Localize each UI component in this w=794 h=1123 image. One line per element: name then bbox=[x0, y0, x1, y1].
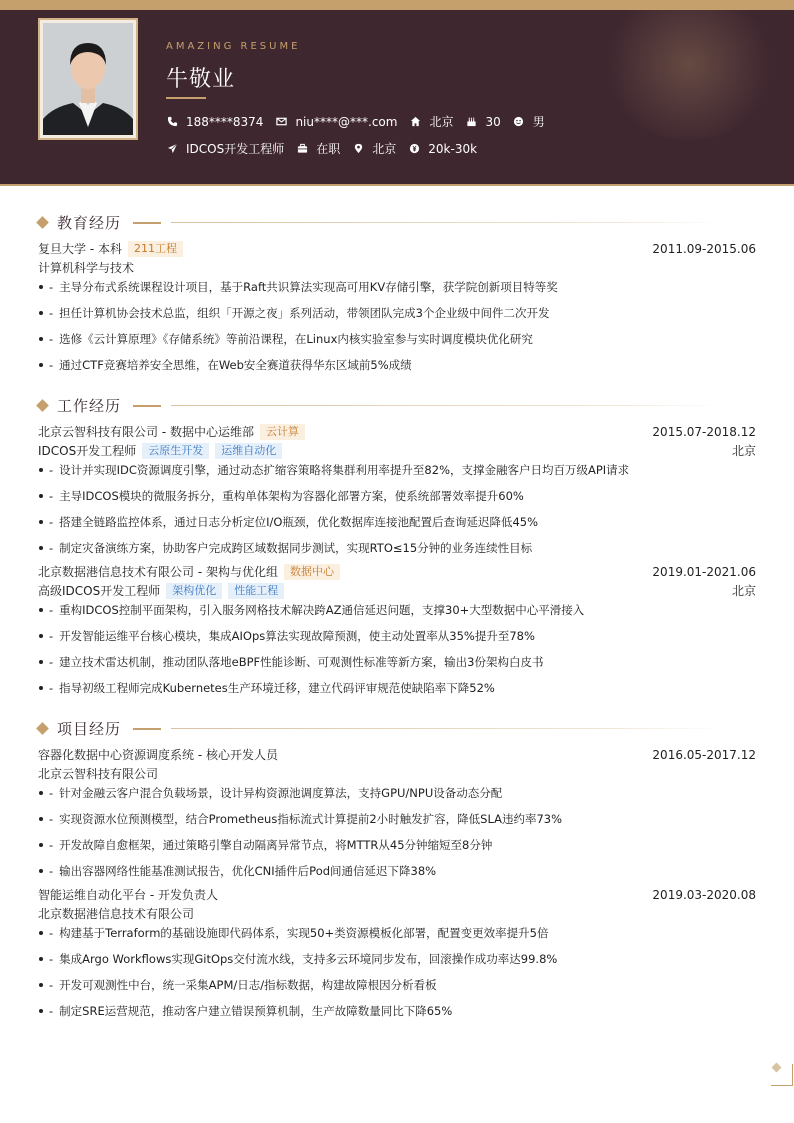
education-school: 复旦大学 - 本科 bbox=[38, 242, 122, 256]
gender-text: 男 bbox=[532, 115, 545, 129]
mail-icon bbox=[275, 116, 287, 128]
bullet-dot-icon bbox=[39, 546, 43, 550]
brand-tagline: AMAZING RESUME bbox=[166, 41, 301, 52]
work-section-title bbox=[36, 395, 756, 416]
phone-icon bbox=[166, 116, 178, 128]
work-role-row bbox=[38, 582, 756, 599]
salary-icon bbox=[408, 143, 420, 155]
project-entry-header bbox=[38, 886, 756, 903]
section-diamond-icon bbox=[36, 216, 49, 229]
list-item: - 开发故障自愈框架，通过策略引擎自动隔离异常节点，将MTTR从45分钟缩短至8分钟 bbox=[38, 837, 756, 853]
list-item: - 集成Argo Workflows实现GitOps交付流水线，支持多云环境同步发布，回滚操作成功率达99.8% bbox=[38, 951, 756, 967]
project-company: 北京云智科技有限公司 bbox=[38, 767, 159, 781]
gender-info bbox=[513, 113, 545, 130]
work-company: 北京云智科技有限公司 - 数据中心运维部 bbox=[38, 425, 254, 439]
list-item: - 建立技术雷达机制，推动团队落地eBPF性能诊断、可观测性标准等新方案，输出3份架构白皮书 bbox=[38, 654, 756, 670]
header-glow bbox=[604, 10, 774, 140]
bullet-dot-icon bbox=[39, 843, 43, 847]
education-tag: 211工程 bbox=[128, 241, 183, 257]
education-section-title bbox=[36, 212, 756, 233]
project-section-title bbox=[36, 718, 756, 739]
work-date: 2015.07-2018.12 bbox=[652, 424, 756, 439]
list-item: - 指导初级工程师完成Kubernetes生产环境迁移，建立代码评审规范使缺陷率下降52% bbox=[38, 680, 756, 696]
status-text: 在职 bbox=[316, 142, 341, 156]
hometown-text: 北京 bbox=[429, 115, 454, 129]
project-company: 北京数据港信息技术有限公司 bbox=[38, 907, 195, 921]
phone-text: 188****8374 bbox=[186, 114, 264, 129]
heading-rule bbox=[171, 728, 720, 729]
work-city: 北京 bbox=[731, 584, 756, 598]
list-item: - 开发智能运维平台核心模块，集成AIOps算法实现故障预测，使主动处置率从35%提升至78% bbox=[38, 628, 756, 644]
list-item: - 担任计算机协会技术总监，组织「开源之夜」系列活动，带领团队完成3个企业级中间件二次开发 bbox=[38, 305, 756, 321]
skill-tag: 性能工程 bbox=[228, 583, 284, 599]
work-date: 2019.01-2021.06 bbox=[652, 564, 756, 579]
work-heading: 工作经历 bbox=[57, 397, 122, 415]
email-info bbox=[275, 115, 397, 129]
work-role: IDCOS开发工程师 bbox=[38, 444, 137, 458]
skill-tag: 运维自动化 bbox=[215, 443, 282, 459]
section-diamond-icon bbox=[36, 722, 49, 735]
work-role-row bbox=[38, 442, 756, 459]
list-item: - 主导IDCOS模块的微服务拆分，重构单体架构为容器化部署方案，使系统部署效率提升60% bbox=[38, 488, 756, 504]
bullet-dot-icon bbox=[39, 634, 43, 638]
heading-accent-line bbox=[133, 222, 161, 224]
bullet-dot-icon bbox=[39, 791, 43, 795]
bullet-dot-icon bbox=[39, 983, 43, 987]
work-city: 北京 bbox=[731, 444, 756, 458]
skill-tag: 云原生开发 bbox=[142, 443, 209, 459]
bullet-dot-icon bbox=[39, 817, 43, 821]
list-item: - 输出容器网络性能基准测试报告，优化CNI插件后Pod间通信延迟下降38% bbox=[38, 863, 756, 879]
gender-icon bbox=[513, 116, 525, 128]
avatar-portrait bbox=[43, 23, 133, 135]
bullet-dot-icon bbox=[39, 468, 43, 472]
work-entry-header bbox=[38, 563, 756, 580]
job-target-text: IDCOS开发工程师 bbox=[186, 142, 285, 156]
age-info bbox=[465, 115, 500, 129]
bullet-dot-icon bbox=[39, 311, 43, 315]
project-title: 容器化数据中心资源调度系统 - 核心开发人员 bbox=[38, 748, 278, 762]
bullet-dot-icon bbox=[39, 494, 43, 498]
list-item: - 制定SRE运营规范，推动客户建立错误预算机制，生产故障数量同比下降65% bbox=[38, 1003, 756, 1019]
list-item: - 搭建全链路监控体系，通过日志分析定位I/O瓶颈，优化数据库连接池配置后查询延迟降低45% bbox=[38, 514, 756, 530]
list-item: - 开发可观测性中台，统一采集APM/日志/指标数据，构建故障根因分析看板 bbox=[38, 977, 756, 993]
heading-accent-line bbox=[133, 728, 161, 730]
contact-row-2 bbox=[166, 140, 489, 157]
project-title: 智能运维自动化平台 - 开发负责人 bbox=[38, 888, 218, 902]
hometown-info bbox=[409, 113, 453, 130]
education-date: 2011.09-2015.06 bbox=[652, 241, 756, 256]
list-item: - 设计并实现IDC资源调度引擎，通过动态扩缩容策略将集群利用率提升至82%，支撑金融客户日均百万级API请求 bbox=[38, 462, 756, 478]
work-city-info bbox=[352, 140, 396, 157]
project-company-row bbox=[38, 765, 756, 782]
candidate-name: 牛敬业 bbox=[166, 67, 236, 92]
project-date: 2016.05-2017.12 bbox=[652, 747, 756, 762]
bullet-dot-icon bbox=[39, 337, 43, 341]
list-item: - 主导分布式系统课程设计项目，基于Raft共识算法实现高可用KV存储引擎，获学院创新项目特等奖 bbox=[38, 279, 756, 295]
list-item: - 构建基于Terraform的基础设施即代码体系，实现50+类资源模板化部署，配置变更效率提升5倍 bbox=[38, 925, 756, 941]
email-text: niu****@***.com bbox=[295, 114, 398, 129]
bullet-dot-icon bbox=[39, 1009, 43, 1013]
bullet-dot-icon bbox=[39, 957, 43, 961]
age-text: 30 bbox=[485, 114, 501, 129]
status-info bbox=[296, 140, 340, 157]
name-underline bbox=[166, 97, 206, 99]
skill-tag: 架构优化 bbox=[166, 583, 222, 599]
bullet-dot-icon bbox=[39, 931, 43, 935]
home-icon bbox=[409, 116, 421, 128]
work-role: 高级IDCOS开发工程师 bbox=[38, 584, 161, 598]
education-heading: 教育经历 bbox=[57, 214, 122, 232]
bullet-dot-icon bbox=[39, 520, 43, 524]
project-date: 2019.03-2020.08 bbox=[652, 887, 756, 902]
bullet-dot-icon bbox=[39, 363, 43, 367]
contact-row-1 bbox=[166, 113, 557, 130]
job-target-info bbox=[166, 140, 284, 157]
work-tag: 云计算 bbox=[260, 424, 305, 440]
education-entry-header bbox=[38, 240, 756, 257]
salary-text: 20k-30k bbox=[428, 141, 478, 156]
work-tag: 数据中心 bbox=[284, 564, 340, 580]
list-item: - 通过CTF竞赛培养安全思维，在Web安全赛道获得华东区域前5%成绩 bbox=[38, 357, 756, 373]
education-major-row bbox=[38, 259, 756, 276]
heading-accent-line bbox=[133, 405, 161, 407]
project-entry-header bbox=[38, 746, 756, 763]
list-item: - 选修《云计算原理》《存储系统》等前沿课程，在Linux内核实验室参与实时调度模块优化研究 bbox=[38, 331, 756, 347]
project-company-row bbox=[38, 905, 756, 922]
corner-ornament bbox=[771, 1064, 793, 1086]
bullet-dot-icon bbox=[39, 869, 43, 873]
location-pin-icon bbox=[352, 143, 364, 155]
section-diamond-icon bbox=[36, 399, 49, 412]
phone-info bbox=[166, 115, 263, 129]
salary-info bbox=[408, 142, 477, 156]
profile-photo-frame bbox=[38, 18, 138, 140]
work-entry-header bbox=[38, 423, 756, 440]
top-accent-strip bbox=[0, 0, 794, 10]
briefcase-icon bbox=[296, 143, 308, 155]
list-item: - 制定灾备演练方案，协助客户完成跨区域数据同步测试，实现RTO≤15分钟的业务连续性目标 bbox=[38, 540, 756, 556]
bullet-dot-icon bbox=[39, 608, 43, 612]
send-icon bbox=[166, 143, 178, 155]
cake-icon bbox=[465, 116, 477, 128]
project-heading: 项目经历 bbox=[57, 720, 122, 738]
list-item: - 针对金融云客户混合负载场景，设计异构资源池调度算法，支持GPU/NPU设备动态分配 bbox=[38, 785, 756, 801]
bullet-dot-icon bbox=[39, 285, 43, 289]
bullet-dot-icon bbox=[39, 686, 43, 690]
header-divider bbox=[0, 184, 794, 186]
list-item: - 实现资源水位预测模型，结合Prometheus指标流式计算提前2小时触发扩容，降低SLA违约率73% bbox=[38, 811, 756, 827]
work-city-text: 北京 bbox=[372, 142, 397, 156]
heading-rule bbox=[171, 222, 720, 223]
bullet-dot-icon bbox=[39, 660, 43, 664]
education-major: 计算机科学与技术 bbox=[38, 261, 135, 275]
work-company: 北京数据港信息技术有限公司 - 架构与优化组 bbox=[38, 565, 278, 579]
list-item: - 重构IDCOS控制平面架构，引入服务网格技术解决跨AZ通信延迟问题，支撑30+大型数据中心平滑接入 bbox=[38, 602, 756, 618]
avatar bbox=[43, 23, 133, 135]
heading-rule bbox=[171, 405, 720, 406]
